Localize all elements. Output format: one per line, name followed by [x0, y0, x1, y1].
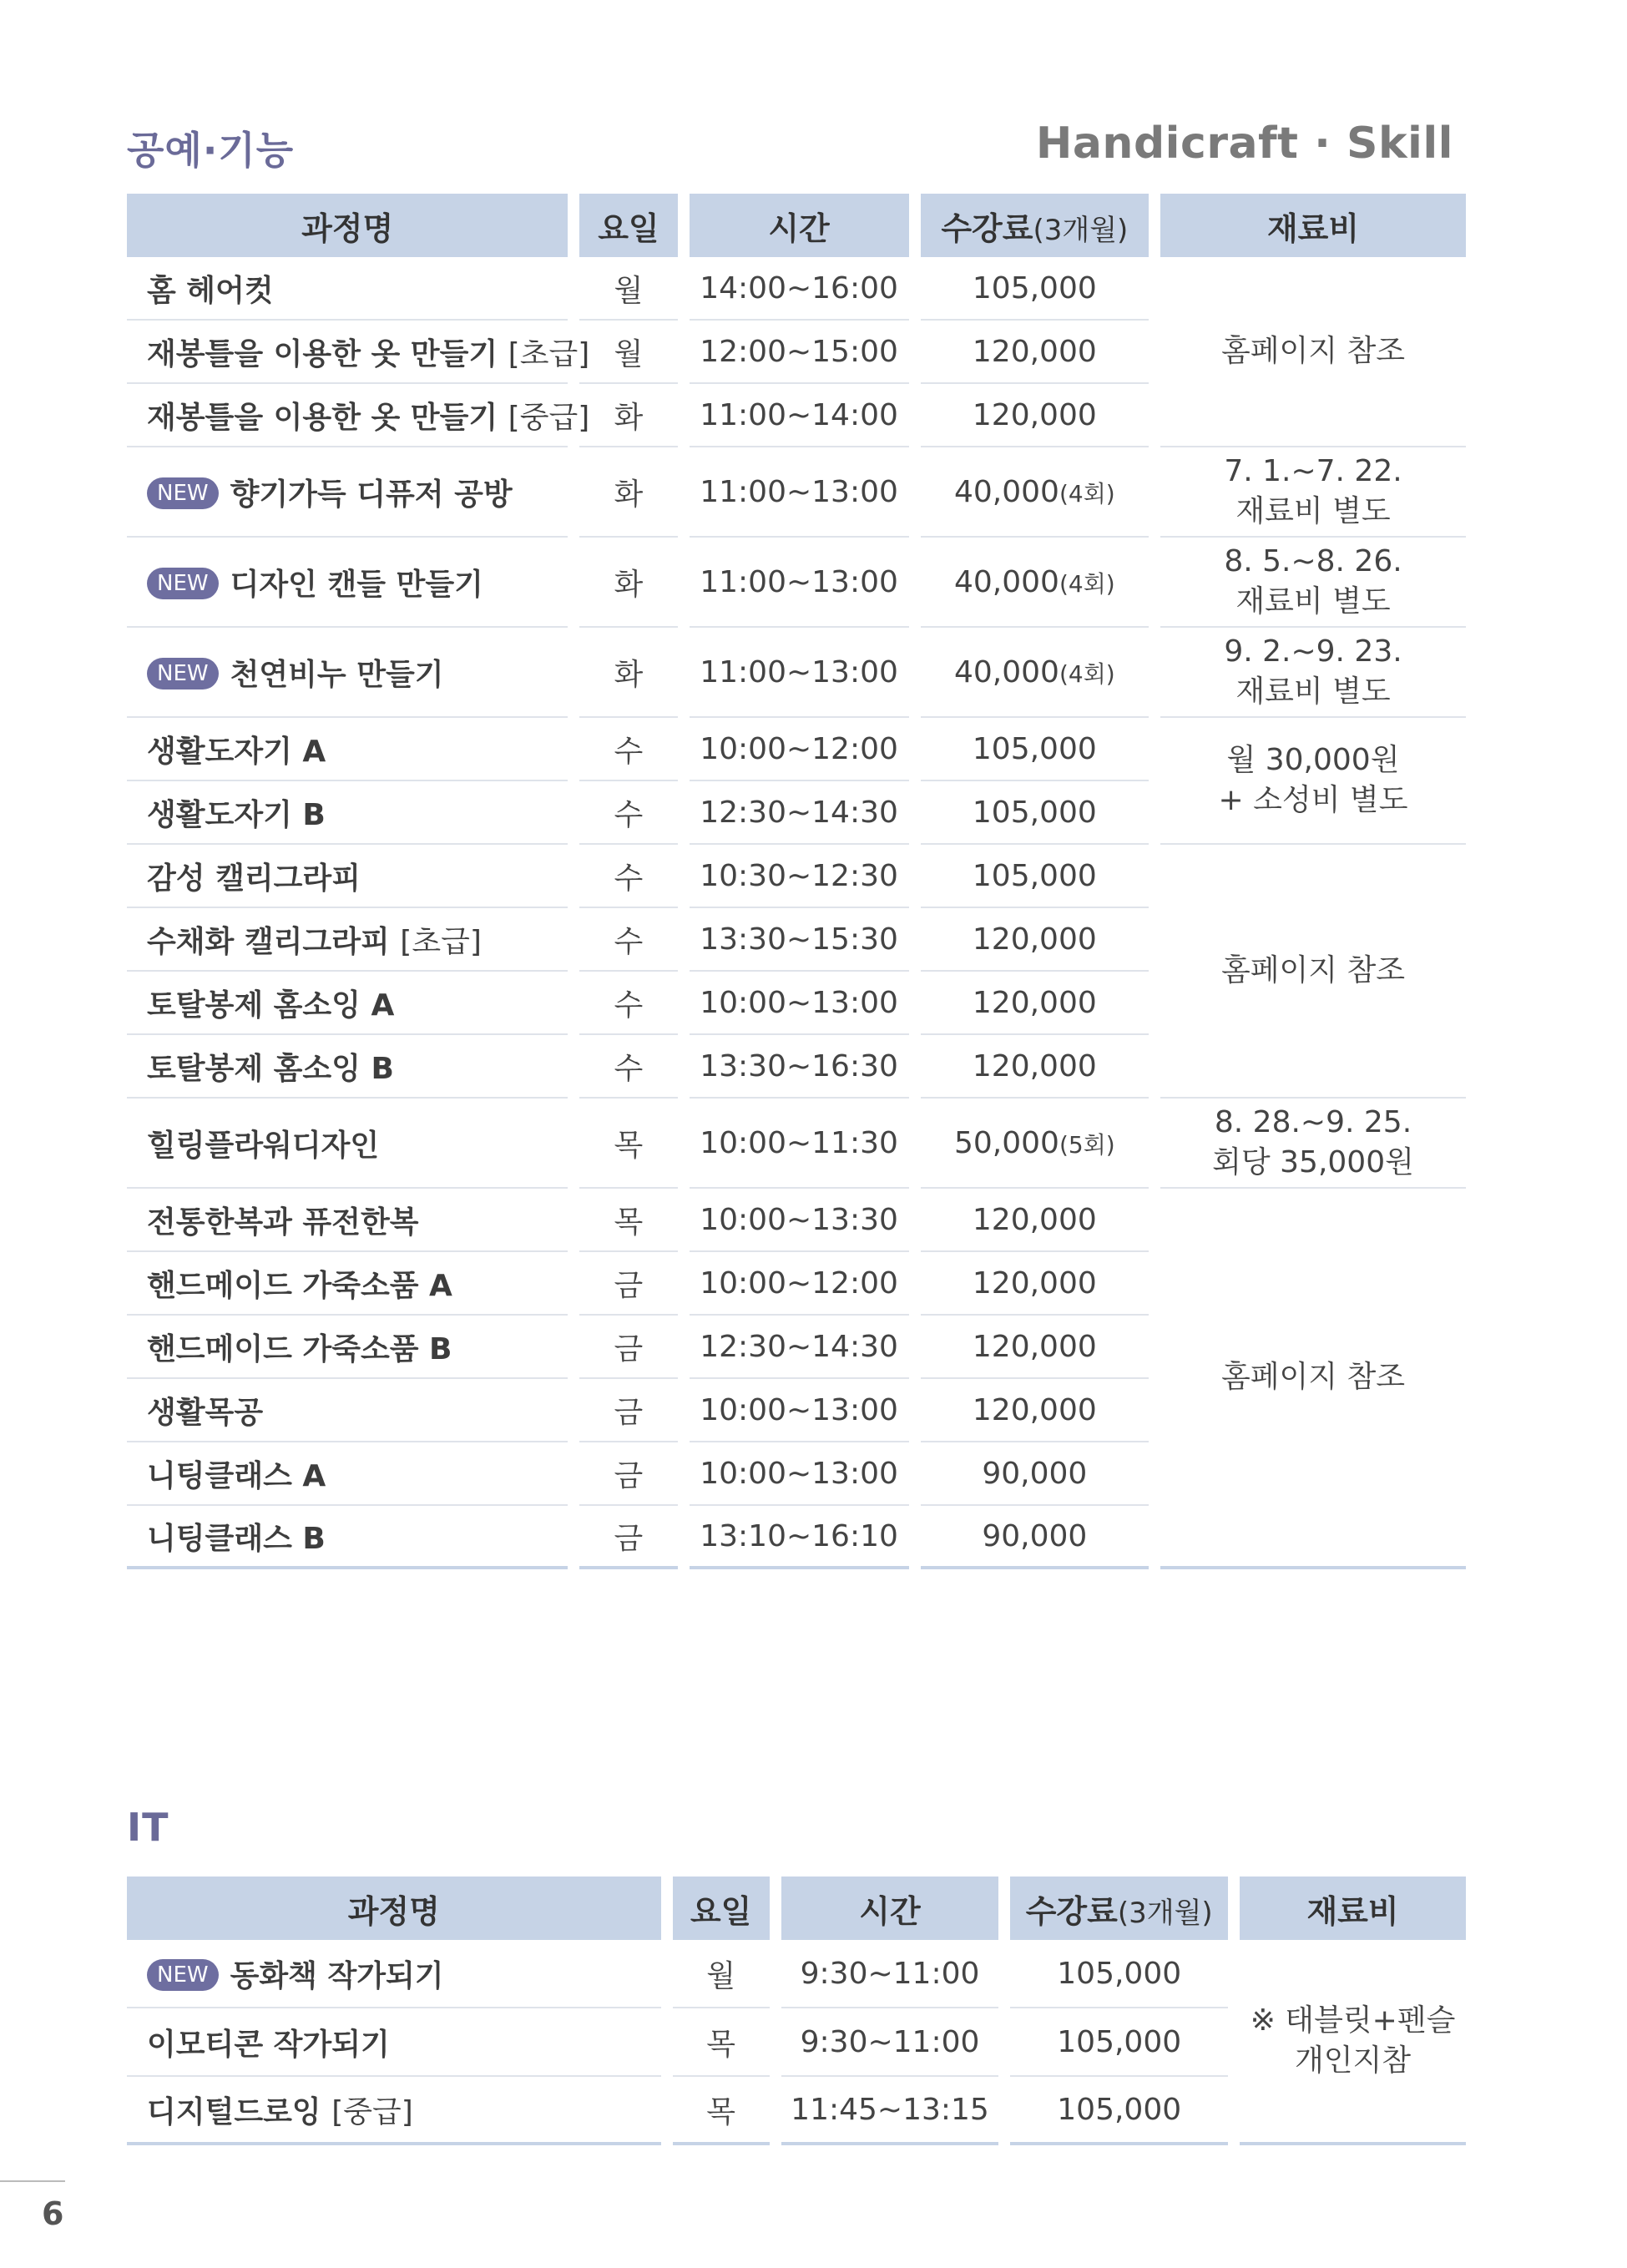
course-name	[127, 447, 568, 538]
section-title-handicraft-en: Handicraft · Skill	[1035, 119, 1453, 169]
course-day: 금	[579, 1442, 677, 1506]
course-day: 수	[579, 908, 677, 972]
course-time: 12:30~14:30	[690, 781, 909, 845]
table-row	[127, 1940, 1466, 2008]
material-cell: 홈페이지 참조	[1160, 845, 1466, 1099]
course-day: 화	[579, 447, 677, 538]
course-name: 이모티콘 작가되기	[127, 2008, 661, 2077]
material-cell	[1160, 1099, 1466, 1189]
course-fee: 105,000	[921, 845, 1149, 908]
course-name: 감성 캘리그라피	[127, 845, 568, 908]
course-name: 생활도자기 A	[127, 718, 568, 781]
material-line: 9. 2.~9. 23.	[1224, 634, 1402, 669]
course-time: 11:45~13:15	[781, 2077, 999, 2145]
course-name-text: 재봉틀을 이용한 옷 만들기	[147, 400, 508, 435]
course-name: 생활목공	[127, 1379, 568, 1442]
new-badge: NEW	[147, 658, 219, 689]
material-line: 회당 35,000원	[1212, 1145, 1414, 1179]
course-time: 9:30~11:00	[781, 2008, 999, 2077]
it-course-table	[115, 1877, 1478, 2145]
course-time: 13:30~16:30	[690, 1035, 909, 1099]
header-fee	[921, 194, 1149, 257]
material-line: + 소성비 별도	[1218, 783, 1408, 817]
header-fee-sub: (3개월)	[1033, 213, 1129, 247]
course-level: [중급]	[331, 2094, 413, 2129]
material-cell	[1160, 718, 1466, 845]
course-level: [초급]	[400, 924, 482, 959]
course-day: 목	[579, 1189, 677, 1252]
course-fee: 120,000	[921, 1316, 1149, 1379]
course-fee: 120,000	[921, 908, 1149, 972]
course-name-text: 동화책 작가되기	[230, 1958, 444, 1993]
course-time: 10:30~12:30	[690, 845, 909, 908]
course-fee: 105,000	[1010, 2077, 1228, 2145]
course-time: 11:00~14:00	[690, 384, 909, 447]
course-time: 10:00~13:00	[690, 972, 909, 1035]
table-row	[127, 257, 1466, 321]
material-cell	[1160, 628, 1466, 718]
header-day: 요일	[579, 194, 677, 257]
course-day: 목	[673, 2077, 770, 2145]
page-number: 6	[42, 2195, 64, 2232]
course-time: 10:00~13:00	[690, 1442, 909, 1506]
course-day: 수	[579, 1035, 677, 1099]
course-day: 수	[579, 845, 677, 908]
section-title-handicraft: 공예·기능	[127, 128, 295, 173]
course-name: 홈 헤어컷	[127, 257, 568, 321]
course-name: 핸드메이드 가죽소품 B	[127, 1316, 568, 1379]
header-material: 재료비	[1160, 194, 1466, 257]
course-day: 월	[579, 321, 677, 384]
course-fee: 120,000	[921, 1035, 1149, 1099]
course-fee-value: 40,000	[953, 654, 1059, 689]
course-name: 토탈봉제 홈소잉 B	[127, 1035, 568, 1099]
course-fee	[921, 447, 1149, 538]
course-name	[127, 908, 568, 972]
course-fee: 105,000	[921, 257, 1149, 321]
course-fee: 105,000	[1010, 1940, 1228, 2008]
course-name: 생활도자기 B	[127, 781, 568, 845]
course-name: 전통한복과 퓨전한복	[127, 1189, 568, 1252]
section-title-it: IT	[127, 1805, 169, 1850]
material-line: 재료비 별도	[1235, 674, 1391, 709]
course-fee: 120,000	[921, 1252, 1149, 1316]
course-fee-note: (4회)	[1059, 659, 1115, 688]
new-badge: NEW	[147, 568, 219, 599]
header-time: 시간	[781, 1877, 999, 1940]
course-fee-value: 50,000	[953, 1125, 1059, 1160]
course-day: 수	[579, 972, 677, 1035]
course-day: 금	[579, 1252, 677, 1316]
header-material: 재료비	[1240, 1877, 1466, 1940]
table-row	[127, 538, 1466, 628]
course-fee: 120,000	[921, 321, 1149, 384]
course-fee: 120,000	[921, 972, 1149, 1035]
table-row	[127, 628, 1466, 718]
course-day: 목	[579, 1099, 677, 1189]
course-time: 13:10~16:10	[690, 1506, 909, 1569]
course-fee-note: (5회)	[1059, 1130, 1115, 1159]
course-day: 금	[579, 1379, 677, 1442]
course-time: 14:00~16:00	[690, 257, 909, 321]
header-day: 요일	[673, 1877, 770, 1940]
course-fee-value: 40,000	[953, 564, 1059, 599]
course-day: 월	[673, 1940, 770, 2008]
course-day: 화	[579, 384, 677, 447]
course-name	[127, 2077, 661, 2145]
course-name: 힐링플라워디자인	[127, 1099, 568, 1189]
course-time: 11:00~13:00	[690, 538, 909, 628]
course-day: 화	[579, 628, 677, 718]
course-time: 10:00~13:30	[690, 1189, 909, 1252]
course-time: 10:00~12:00	[690, 718, 909, 781]
material-cell	[1240, 1940, 1466, 2145]
header-fee-sub: (3개월)	[1117, 1896, 1213, 1930]
table-header-row	[127, 194, 1466, 257]
page-number-rule	[0, 2180, 65, 2182]
course-name: 핸드메이드 가죽소품 A	[127, 1252, 568, 1316]
material-line: 월 30,000원	[1226, 743, 1400, 777]
course-day: 수	[579, 781, 677, 845]
course-day: 목	[673, 2008, 770, 2077]
course-fee: 105,000	[921, 781, 1149, 845]
course-name	[127, 321, 590, 384]
material-line: 8. 28.~9. 25.	[1214, 1105, 1412, 1139]
course-name	[127, 538, 568, 628]
material-cell: 홈페이지 참조	[1160, 257, 1466, 447]
course-name-text: 재봉틀을 이용한 옷 만들기	[147, 336, 508, 371]
table-row	[127, 1189, 1466, 1252]
course-fee: 105,000	[1010, 2008, 1228, 2077]
course-name	[127, 384, 590, 447]
header-fee-label: 수강료	[1025, 1892, 1118, 1930]
material-cell	[1160, 538, 1466, 628]
course-fee	[921, 628, 1149, 718]
course-time: 10:00~11:30	[690, 1099, 909, 1189]
course-name-text: 디지털드로잉	[147, 2094, 332, 2129]
new-badge: NEW	[147, 477, 219, 509]
course-time: 11:00~13:00	[690, 628, 909, 718]
course-day: 화	[579, 538, 677, 628]
course-time: 12:30~14:30	[690, 1316, 909, 1379]
course-time: 13:30~15:30	[690, 908, 909, 972]
table-row	[127, 718, 1466, 781]
course-fee-note: (4회)	[1059, 479, 1115, 508]
material-line: 개인지참	[1294, 2043, 1412, 2078]
course-fee	[921, 1099, 1149, 1189]
course-name: 니팅클래스 B	[127, 1506, 568, 1569]
course-day: 수	[579, 718, 677, 781]
course-name	[127, 628, 568, 718]
material-line: 8. 5.~8. 26.	[1224, 544, 1402, 578]
course-day: 월	[579, 257, 677, 321]
header-fee-label: 수강료	[941, 210, 1033, 247]
course-name-text: 디자인 캔들 만들기	[230, 567, 483, 602]
material-line: 재료비 별도	[1235, 584, 1391, 619]
material-line: 7. 1.~7. 22.	[1224, 454, 1402, 488]
header-course-name: 과정명	[127, 1877, 661, 1940]
material-line: ※ 태블릿+펜슬	[1250, 2003, 1456, 2038]
course-fee: 120,000	[921, 1379, 1149, 1442]
material-cell: 홈페이지 참조	[1160, 1189, 1466, 1569]
handicraft-course-table	[115, 194, 1478, 1569]
course-name-text: 천연비누 만들기	[230, 657, 444, 692]
course-fee-value: 40,000	[953, 474, 1059, 509]
course-name: 토탈봉제 홈소잉 A	[127, 972, 568, 1035]
table-header-row	[127, 1877, 1466, 1940]
course-fee: 120,000	[921, 384, 1149, 447]
course-name	[127, 1940, 661, 2008]
new-badge: NEW	[147, 1959, 219, 1991]
material-cell	[1160, 447, 1466, 538]
course-time: 10:00~12:00	[690, 1252, 909, 1316]
table-row	[127, 1099, 1466, 1189]
header-time: 시간	[690, 194, 909, 257]
course-name: 니팅클래스 A	[127, 1442, 568, 1506]
course-level: [중급]	[508, 400, 590, 435]
course-time: 12:00~15:00	[690, 321, 909, 384]
course-fee: 120,000	[921, 1189, 1149, 1252]
course-time: 9:30~11:00	[781, 1940, 999, 2008]
material-line: 재료비 별도	[1235, 494, 1391, 528]
course-day: 금	[579, 1316, 677, 1379]
course-time: 11:00~13:00	[690, 447, 909, 538]
header-fee	[1010, 1877, 1228, 1940]
course-fee	[921, 538, 1149, 628]
course-time: 10:00~13:00	[690, 1379, 909, 1442]
course-level: [초급]	[508, 336, 590, 371]
course-fee: 90,000	[921, 1506, 1149, 1569]
course-fee-note: (4회)	[1059, 569, 1115, 598]
table-row	[127, 845, 1466, 908]
course-day: 금	[579, 1506, 677, 1569]
course-name-text: 향기가득 디퓨저 공방	[230, 477, 513, 512]
course-name-text: 수채화 캘리그라피	[147, 924, 401, 959]
table-row	[127, 447, 1466, 538]
header-course-name: 과정명	[127, 194, 568, 257]
course-fee: 90,000	[921, 1442, 1149, 1506]
course-fee: 105,000	[921, 718, 1149, 781]
